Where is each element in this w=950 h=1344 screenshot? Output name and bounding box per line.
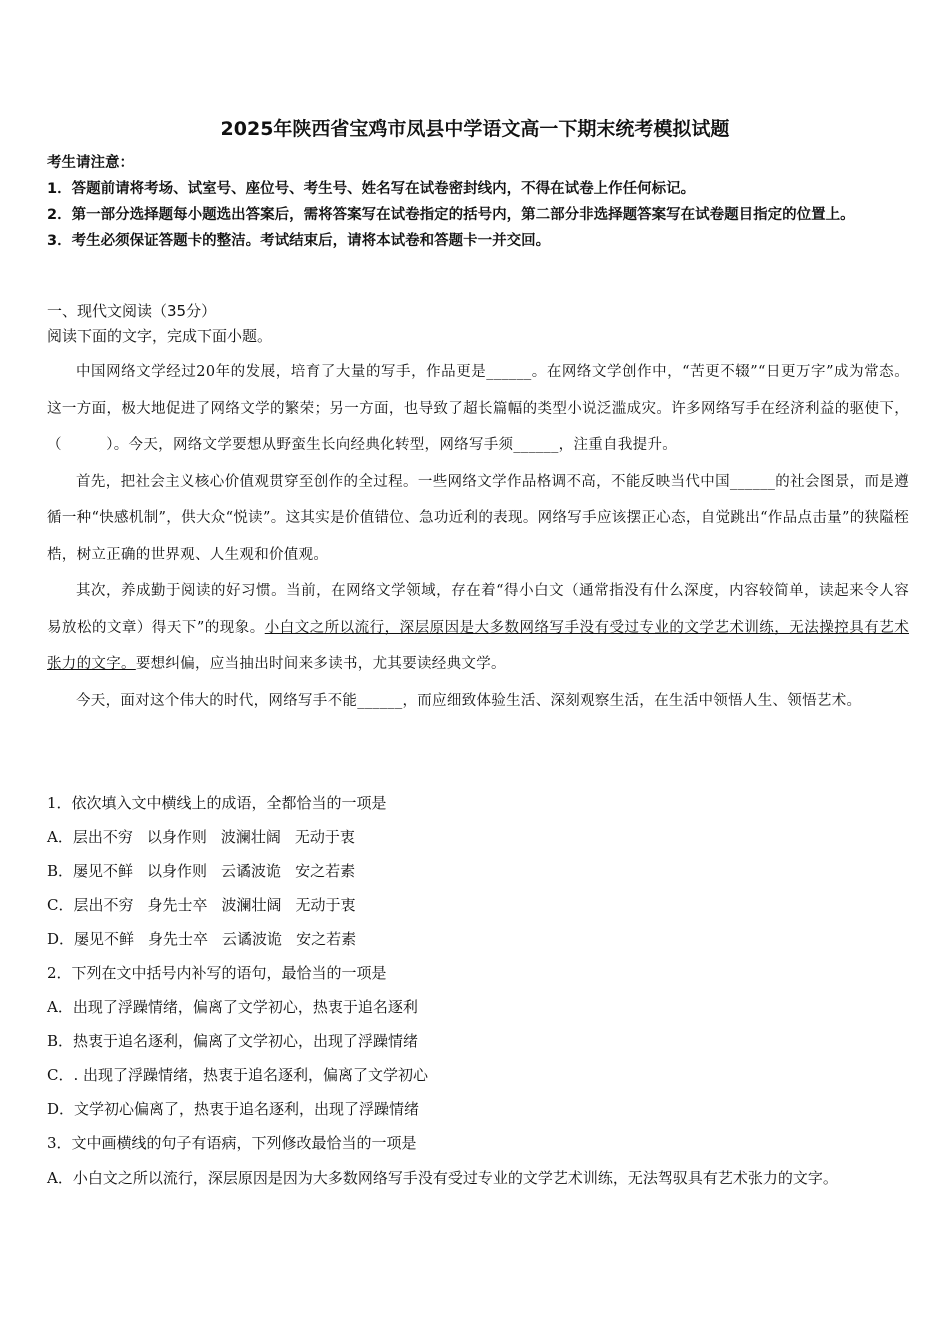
option-word: B．屡见不鲜 — [47, 862, 134, 880]
option-word: C．层出不穷 — [47, 896, 134, 914]
option-word: 安之若素 — [295, 862, 356, 880]
question-1-option-b — [47, 854, 907, 888]
question-1-option-d — [47, 922, 907, 956]
option-word: A．层出不穷 — [47, 828, 133, 846]
question-2-stem: 2．下列在文中括号内补写的语句，最恰当的一项是 — [47, 964, 387, 982]
question-1-option-a — [47, 820, 907, 854]
passage-paragraph-4: 今天，面对这个伟大的时代，网络写手不能______，而应细致体验生活、深刻观察生活，在生活中领悟人生、领悟艺术。 — [76, 692, 862, 709]
option-word: 波澜壮阔 — [220, 828, 281, 846]
reading-passage — [47, 354, 909, 719]
section-lead: 阅读下面的文字，完成下面小题。 — [47, 327, 273, 345]
option-word: 以身作则 — [147, 862, 208, 880]
option-word: 身先士卒 — [148, 930, 209, 948]
option-word: 云谲波诡 — [222, 930, 283, 948]
option-word: 身先士卒 — [147, 896, 208, 914]
question-list — [47, 786, 907, 1196]
option-word: 波澜壮阔 — [221, 896, 282, 914]
passage-paragraph-1: 中国网络文学经过20年的发展，培育了大量的写手，作品更是______。在网络文学创作中，“苦更不辍”“日更万字”成为常态。这一方面，极大地促进了网络文学的繁荣；另一方面，也导致了超长篇幅的类型小说泛滥成灾。许多网络写手在经济利益的驱使下，（ ）。今天，网络文学要想从野蛮生长向经典化转型，网络写手须______，注重自我提升。 — [47, 364, 909, 453]
question-3-stem: 3．文中画横线的句子有语病，下列修改最恰当的一项是 — [47, 1134, 417, 1152]
passage-paragraph-2: 首先，把社会主义核心价值观贯穿至创作的全过程。一些网络文学作品格调不高，不能反映当代中国______的社会图景，而是遵循一种“快感机制”，供大众“悦读”。这其实是价值错位、急功近利的表现。网络写手应该摆正心态，自觉跳出“作品点击量”的狭隘桎梏，树立正确的世界观、人生观和价值观。 — [47, 473, 909, 563]
option-word: 云谲波诡 — [221, 862, 282, 880]
notice-item-2: 2．第一部分选择题每小题选出答案后，需将答案写在试卷指定的括号内，第二部分非选择题答案写在试卷题目指定的位置上。 — [47, 207, 855, 223]
question-2-option-a: A．出现了浮躁情绪，偏离了文学初心，热衷于追名逐利 — [47, 998, 418, 1016]
exam-notice — [47, 150, 907, 254]
notice-item-1: 1．答题前请将考场、试室号、座位号、考生号、姓名写在试卷密封线内，不得在试卷上作任何标记。 — [47, 181, 696, 197]
question-2-option-c: C．. 出现了浮躁情绪，热衷于追名逐利，偏离了文学初心 — [47, 1066, 429, 1084]
question-1-option-c — [47, 888, 907, 922]
option-word: D．屡见不鲜 — [47, 930, 135, 948]
question-2-option-b: B．热衷于追名逐利，偏离了文学初心，出现了浮躁情绪 — [47, 1032, 419, 1050]
passage-p3-text: 其次，养成勤于阅读的好习惯。当前，在网络文学领域，存在着“得小白文（通常指没有什么深度，内容较简单，读起来令人容易放松的文章）得天下”的现象。 — [47, 583, 909, 636]
option-word: 无动于衷 — [295, 896, 356, 914]
passage-p3-tail: 要想纠偏，应当抽出时间来多读书，尤其要读经典文学。 — [135, 656, 506, 672]
option-word: 安之若素 — [296, 930, 357, 948]
question-3-option-a: A．小白文之所以流行，深层原因是因为大多数网络写手没有受过专业的文学艺术训练，无法驾驭具有艺术张力的文字。 — [47, 1169, 838, 1187]
notice-item-3: 3．考生必须保证答题卡的整洁。考试结束后，请将本试卷和答题卡一并交回。 — [47, 233, 551, 249]
notice-heading: 考生请注意： — [47, 155, 134, 171]
page-title: 2025年陕西省宝鸡市凤县中学语文高一下期末统考模拟试题 — [220, 118, 730, 140]
question-2-option-d: D．文学初心偏离了，热衷于追名逐利，出现了浮躁情绪 — [47, 1100, 420, 1118]
passage-paragraph-3 — [47, 573, 909, 683]
section-heading: 一、现代文阅读（35分） — [47, 302, 217, 320]
option-word: 无动于衷 — [294, 828, 355, 846]
option-word: 以身作则 — [146, 828, 207, 846]
question-1-stem: 1．依次填入文中横线上的成语，全都恰当的一项是 — [47, 794, 387, 812]
underlined-sentence: 小白文之所以流行，深层原因是大多数网络写手没有受过专业的文学艺术训练，无法操控具有艺术张力的文字。 — [47, 619, 909, 672]
